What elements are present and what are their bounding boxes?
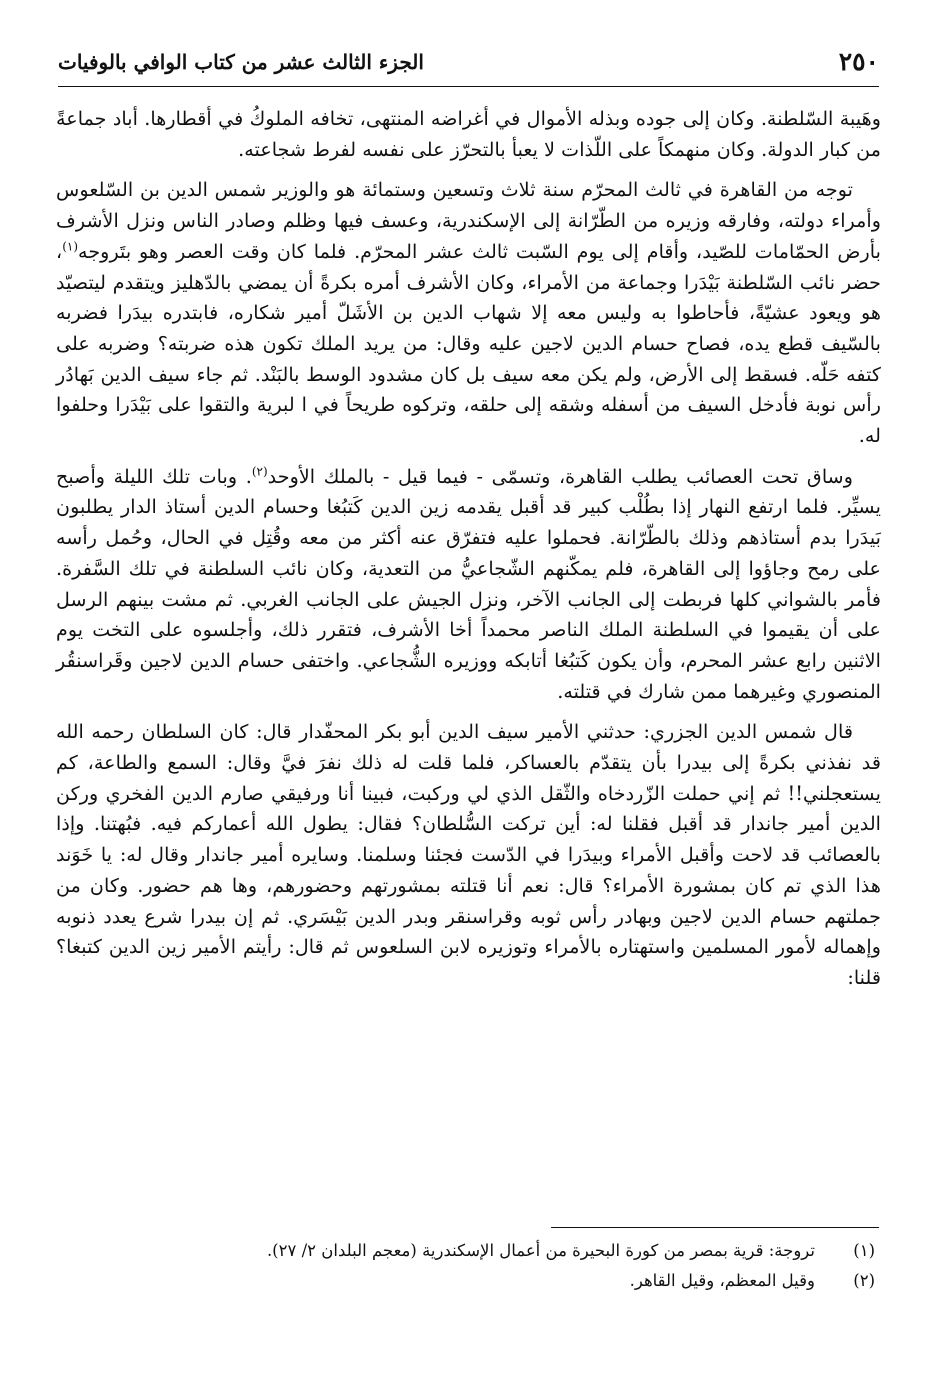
- main-text: [56, 104, 881, 1004]
- footnote-2-number: (٢): [853, 1271, 875, 1290]
- paragraph-1: وهَيبة السّلطنة. وكان إلى جوده وبذله الأموال في أغراضه المنتهى، تخافه الملوكُ في أقطارها. أباد جماعةً من كبار الدولة. وكان منهمكاً على اللّذات لا يعبأ بالتحرّز على نفسه لفرط شجاعته.: [56, 107, 881, 161]
- footnote-2: [58, 1266, 879, 1296]
- paragraph-2: [56, 175, 881, 451]
- footnote-2-text: وقيل المعظم، وقيل القاهر.: [629, 1271, 815, 1290]
- header-rule: [58, 86, 879, 87]
- page-number: ٢٥٠: [838, 47, 879, 76]
- footnote-rule: [551, 1227, 879, 1228]
- paragraph-3: [56, 462, 881, 708]
- running-title: الجزء الثالث عشر من كتاب الوافي بالوفيات: [58, 50, 424, 74]
- paragraph-2-part-a: توجه من القاهرة في ثالث المحرّم سنة ثلاث وتسعين وستمائة هو والوزير شمس الدين بن السّلعوس وأمراء دولته، وفارقه وزيره من الطّرّانة إلى الإسكندرية، وعسف فيها وظلم وصادر الناس ونزل الأشرف بأرض الحمّامات للصّيد، وأقام إلى يوم السّبت ثالث عشر المحرّم. فلما كان وقت العصر وهو بتَروجه: [56, 178, 881, 263]
- paragraph-3-part-b: . وبات تلك الليلة وأصبح يسيِّر. فلما ارتفع النهار إذا بطُلْب كبير قد أقبل يقدمه زين الدين كَتبُغا وحسام الدين أستاذ الدار يطلبون بَيدَرا بدم أستاذهم وذلك بالطّرّانة. فحملوا عليه فتفرّق عنه أكثر من معه وقُتِل في الحال، وحُمل رأسه على رمح وجاؤوا إلى القاهرة، فلم يمكّنهم الشّجاعيُّ من التعدية، وكان نائب السلطنة في تلك السَّفرة. فأمر بالشواني كلها فربطت إلى الجانب الآخر، ونزل الجيش على الجانب الغربي. ثم مشت بينهم الرسل على أن يقيموا في السلطنة الملك الناصر محمداً أخا الأشرف، فتقرر ذلك، وأجلسوه على التخت يوم الاثنين رابع عشر المحرم، وأن يكون كَتبُغا أتابكه ووزيره الشُّجاعي. واختفى حسام الدين لاجين وقَراسنقُر المنصوري وغيرهما ممن شارك في قتلته.: [56, 464, 881, 703]
- paragraph-3-part-a: وساق تحت العصائب يطلب القاهرة، وتسمّى - فيما قيل - بالملك الأوحد: [267, 464, 854, 488]
- footnotes: [58, 1236, 879, 1296]
- footnote-1: [58, 1236, 879, 1266]
- footnote-1-number: (١): [853, 1241, 875, 1260]
- footnote-1-text: تروجة: قرية بمصر من كورة البحيرة من أعمال الإسكندرية (معجم البلدان ٢/ ٢٧).: [266, 1241, 815, 1260]
- footnote-marker-2: (٢): [251, 464, 268, 479]
- page-header: [58, 40, 879, 80]
- paragraph-2-part-b: ، حضر نائب السّلطنة بَيْدَرا وجماعة من الأمراء، وكان الأشرف أمره بكرةً أن يمضي بالدّهليز ويتقدم ليتصيّد هو ويعود عشيّةً، فأحاطوا به وليس معه إلا شهاب الدين بن الأشَلّ أمير شكاره، فابتدره بيدَرا فضربه بالسّيف قطع يده، فصاح حسام الدين لاجين عليه وقال: من يريد الملك تكون هذه ضربته؟ وضربه على كتفه حَلّه. فسقط إلى الأرض، ولم يكن معه سيف بل كان مشدود الوسط بالبَنْد. ثم جاء سيف الدين بَهادُر رأس نوبة فأدخل السيف من أسفله وشقه إلى حلقه، وتركوه طريحاً في ا لبرية والتقوا على بَيْدَرا وحلفوا له.: [56, 239, 881, 448]
- footnote-marker-1: (١): [62, 239, 79, 254]
- paragraph-4: قال شمس الدين الجزري: حدثني الأمير سيف الدين أبو بكر المحفّدار قال: كان السلطان رحمه الله قد نفذني بكرةً إلى بيدرا بأن يتقدّم بالعساكر، فلما قلت له ذلك نفرَ فيَّ وقال: السمع والطاعة، كم يستعجلني!! ثم إني حملت الزّردخاه والثّقل الذي لي وركبت، فبينا أنا ورفيقي صارم الدين الفخري وركن الدين أمير جاندار قد أقبل فقلنا له: أين تركت السُّلطان؟ فقال: يطول الله أعماركم فيه. فبُهتنا. وإذا بالعصائب قد لاحت وأقبل الأمراء وبيدَرا في الدّست فجئنا وسلمنا. وسايره أمير جاندار وقال له: يا خَوَند هذا الذي تم كان بمشورة الأمراء؟ قال: نعم أنا قتلته بمشورتهم وحضورهم، وها هم حضور. وكان من جملتهم حسام الدين لاجين وبهادر رأس ثوبه وقراسنقر وبدر الدين بَيْسَري. ثم إن بيدرا شرع يعدد ذنوبه وإهماله لأمور المسلمين واستهتاره بالأمراء وتوزيره لابن السلعوس ثم قال: رأيتم الأمير زين الدين كتبغا؟ قلنا:: [56, 720, 881, 989]
